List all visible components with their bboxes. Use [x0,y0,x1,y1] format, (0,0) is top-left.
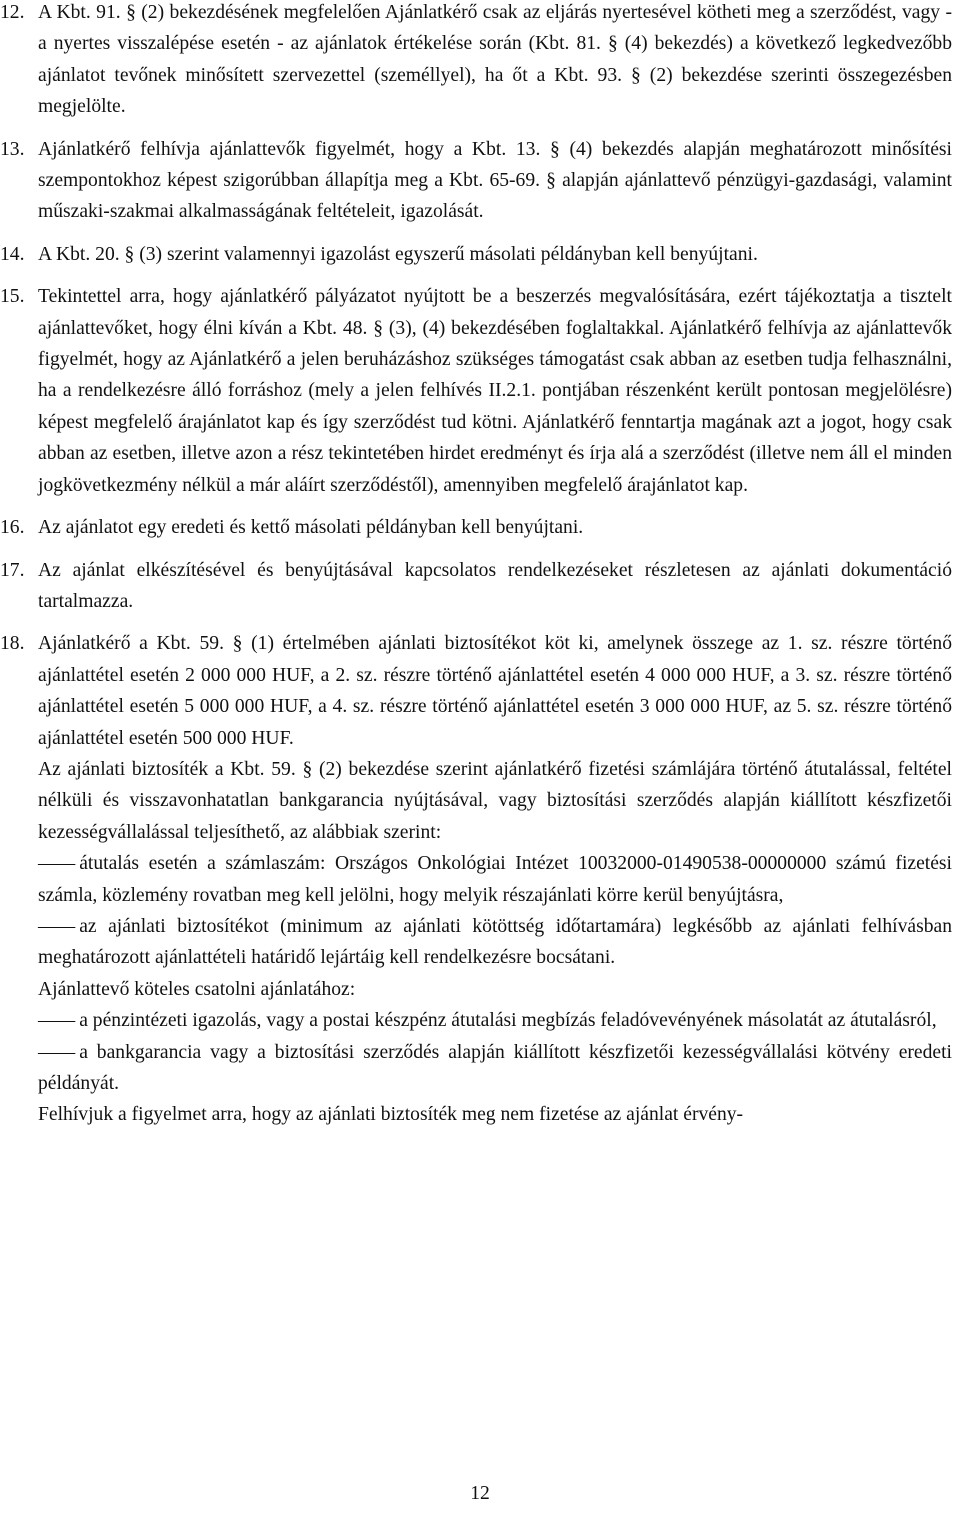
dash-list-item [38,1037,952,1100]
clause-text: Ajánlattevő köteles csatolni ajánlatához: [38,978,356,1000]
clause-text: A Kbt. 20. § (3) szerint valamennyi igazolást egyszerű másolati példányban kell benyújtani. [38,243,758,265]
dash-list-item [38,848,952,911]
clause-text: Tekintettel arra, hogy ajánlatkérő pályázatot nyújtott be a beszerzés megvalósítására, ezért tájékoztatja a tisztelt ajánlattevőket, hogy élni kíván a Kbt. 48. § (3), (4) bekezdésében foglaltakkal. Ajánlatkérő felhívja az ajánlattevők figyelmét, hogy az Ajánlatkérő a jelen beruházáshoz szükséges támogatást csak abban az esetben tudja felhasználni, ha a rendelkezésre álló forráshoz (mely a jelen felhívés II.2.1. pontjában részenként került pontosan megjelölésre) képest megfelelő árajánlatot kap és így szerződést tud kötni. Ajánlatkérő fenntartja magának azt a jogot, hogy csak abban az esetben, illetve azon a rész tekintetében hirdet eredményt és írja alá a szerződést (illetve nem áll el minden jogkövetkezmény nélkül a már aláírt szerződéstől), amennyiben megfelelő árajánlatot kap. [38,286,952,496]
clause-number: 13. [0,138,25,160]
clause-text: Az ajánlat elkészítésével és benyújtásával kapcsolatos rendelkezéseket részletesen az ajánlati dokumentáció tartalmazza. [38,559,952,612]
clause-text: Ajánlatkérő a Kbt. 59. § (1) értelmében ajánlati biztosítékot köt ki, amelynek összege az 1. sz. részre történő ajánlattétel esetén 2 000 000 HUF, a 2. sz. részre történő ajánlattétel esetén 4 000 000 HUF, a 3. sz. részre történő ajánlattétel esetén 5 000 000 HUF, a 4. sz. részre történő ajánlattétel esetén 3 000 000 HUF, az 5. sz. részre történő ajánlattétel esetén 500 000 HUF. [38,633,952,749]
clause-number: 12. [0,2,25,23]
clause-13 [0,134,952,228]
dash-list-text: a bankgarancia vagy a biztosítási szerződés alapján kiállított készfizetői kezességvállalási kötvény eredeti példányát. [38,1041,952,1094]
clause-text: Ajánlatkérő felhívja ajánlattevők figyelmét, hogy a Kbt. 13. § (4) bekezdés alapján meghatározott minősítési szempontokhoz képest szigorúbban állapítja meg a Kbt. 65-69. § alapján ajánlattevő pénzügyi-gazdasági, valamint műszaki-szakmai alkalmasságának feltételeit, igazolását. [38,138,952,223]
clause-text: Az ajánlati biztosíték a Kbt. 59. § (2) bekezdése szerint ajánlatkérő fizetési számlájára történő átutalással, feltétel nélküli és visszavonhatatlan bankgarancia nyújtásával, vagy biztosítási szerződés alapján kiállított készfizetői kezességvállalással teljesíthető, az alábbiak szerint: [38,758,952,843]
clause-17 [0,555,952,618]
clause-number: 15. [0,286,25,308]
clause-text: Az ajánlatot egy eredeti és kettő másolati példányban kell benyújtani. [38,517,584,539]
clause-12 [0,0,952,123]
clause-16 [0,512,952,543]
clause-text: A Kbt. 91. § (2) bekezdésének megfelelően Ajánlatkérő csak az eljárás nyertesével kötheti meg a szerződést, vagy - a nyertes visszalépése esetén - az ajánlatok értékelése során (Kbt. 81. § (4) bekezdés) a következő legkedvezőbb ajánlatot tevőnek minősített szervezettel (személlyel), ha őt a Kbt. 93. § (2) bekezdése szerinti összegezésben megjelölte. [38,2,952,118]
dash-list-item [38,911,952,974]
clause-number: 18. [0,633,25,655]
dash-list-text: átutalás esetén a számlaszám: Országos Onkológiai Intézet 10032000-01490538-00000000 számú fizetési számla, közlemény rovatban meg kell jelölni, hogy melyik részajánlati körre kerül benyújtásra, [38,853,952,906]
clause-15 [0,281,952,501]
dash-list-item [38,1005,952,1036]
clause-number: 14. [0,243,25,265]
clause-text: Felhívjuk a figyelmet arra, hogy az ajánlati biztosíték meg nem fizetése az ajánlat érvény- [38,1104,744,1126]
page-number: 12 [470,1483,490,1504]
dash-list-text: a pénzintézeti igazolás, vagy a postai készpénz átutalási megbízás feladóvevényének másolatát az átutalásról, [79,1010,937,1032]
clause-14 [0,239,952,270]
clause-number: 17. [0,559,25,581]
dash-list-text: az ajánlati biztosítékot (minimum az ajánlati kötöttség időtartamára) legkésőbb az ajánlati felhívásban meghatározott ajánlattételi határidő lejártáig kell rendelkezésre bocsátani. [38,915,952,969]
clause-18 [0,628,952,1131]
clause-number: 16. [0,517,25,539]
